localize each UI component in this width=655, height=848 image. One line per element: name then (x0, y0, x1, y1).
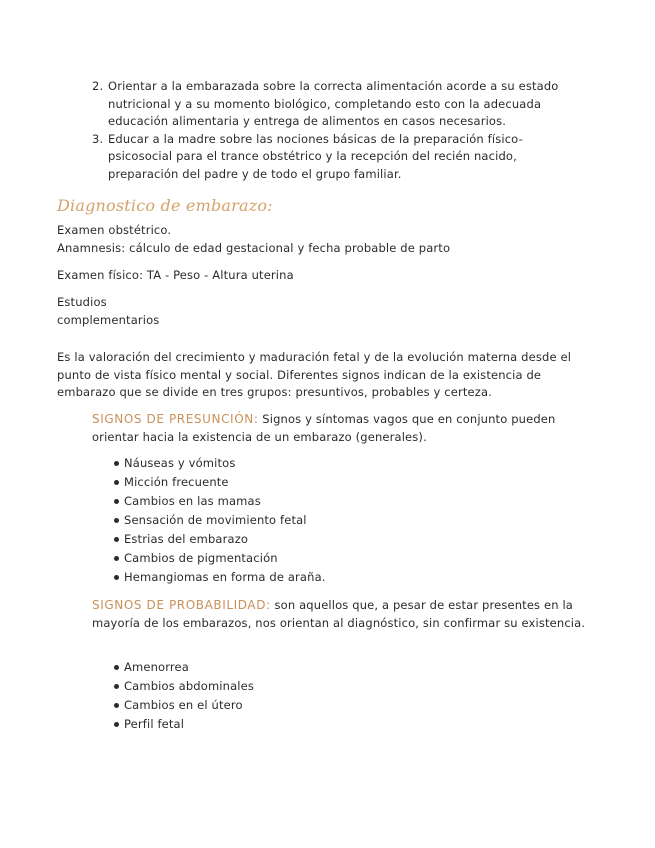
item-text: Educar a la madre sobre las nociones básicas de la preparación físico-psicosocial para el trance obstétrico y la recepción del recién nacido, preparación del padre y de todo el grupo familiar. (108, 131, 523, 181)
list-item (114, 492, 326, 511)
numbered-item (92, 78, 587, 131)
anamnesis: Anamnesis: cálculo de edad gestacional y fecha probable de parto (57, 241, 451, 255)
item-number: 2. (92, 79, 104, 93)
exam-obstetrico: Examen obstétrico. (57, 223, 172, 237)
list-item-text: Cambios en el útero (124, 698, 243, 712)
bullet-icon (114, 575, 119, 580)
signos-probabilidad-label: SIGNOS DE PROBABILIDAD: (92, 598, 271, 612)
list-item (114, 473, 326, 492)
list-item-text: Cambios de pigmentación (124, 551, 278, 565)
bullet-icon (114, 480, 119, 485)
list-item (114, 677, 254, 696)
estudios-block (57, 293, 597, 329)
list-item-text: Hemangiomas en forma de araña. (124, 570, 326, 584)
intro-paragraph: Es la valoración del crecimiento y maduración fetal y de la evolución materna desde el punto de vista físico mental y social. Diferentes signos indican de la existencia de embarazo que se divide en tres grupos: presuntivos, probables y certeza. (57, 350, 572, 399)
signos-presuncion-text: Signos y síntomas vagos que en conjunto pueden orientar hacia la existencia de un embarazo (generales). (92, 412, 556, 444)
list-item-text: Estrias del embarazo (124, 532, 249, 546)
list-item (114, 658, 254, 677)
list-item (114, 454, 326, 473)
bullet-icon (114, 722, 119, 727)
list-item (114, 568, 326, 587)
list-item-text: Sensación de movimiento fetal (124, 513, 307, 527)
item-number: 3. (92, 131, 104, 146)
bullet-icon (114, 703, 119, 708)
presuncion-list (114, 454, 326, 587)
list-item-text: Perfil fetal (124, 717, 185, 731)
list-item (114, 511, 326, 530)
signos-presuncion-label: SIGNOS DE PRESUNCIÓN: (92, 412, 259, 426)
bullet-icon (114, 518, 119, 523)
list-item-text: Micción frecuente (124, 475, 229, 489)
examen-fisico: Examen físico: TA - Peso - Altura uterina (57, 268, 294, 282)
bullet-icon (114, 537, 119, 542)
bullet-icon (114, 665, 119, 670)
bullet-icon (114, 461, 119, 466)
bullet-icon (114, 556, 119, 561)
signos-probabilidad-text: son aquellos que, a pesar de estar presentes en la mayoría de los embarazos, nos orientan al diagnóstico, sin confirmar su existencia. (92, 598, 586, 630)
list-item-text: Cambios en las mamas (124, 494, 261, 508)
bullet-icon (114, 499, 119, 504)
signos-presuncion (92, 411, 592, 446)
list-item (114, 530, 326, 549)
numbered-list (92, 78, 587, 183)
exam-block (57, 221, 597, 257)
list-item (114, 549, 326, 568)
item-text: Orientar a la embarazada sobre la correcta alimentación acorde a su estado nutricional y a su momento biológico, completando esto con la adecuada educación alimentaria y entrega de alimentos en casos necesarios. (108, 79, 559, 128)
estudios-line: complementarios (57, 313, 160, 327)
list-item-text: Amenorrea (124, 660, 189, 674)
list-item (114, 715, 254, 734)
estudios-line: Estudios (57, 295, 107, 309)
numbered-item (92, 131, 587, 184)
bullet-icon (114, 684, 119, 689)
list-item-text: Náuseas y vómitos (124, 456, 236, 470)
list-item (114, 696, 254, 715)
list-item-text: Cambios abdominales (124, 679, 254, 693)
signos-probabilidad (92, 597, 592, 632)
probabilidad-list (114, 658, 254, 734)
section-heading: Diagnostico de embarazo: (57, 196, 273, 215)
